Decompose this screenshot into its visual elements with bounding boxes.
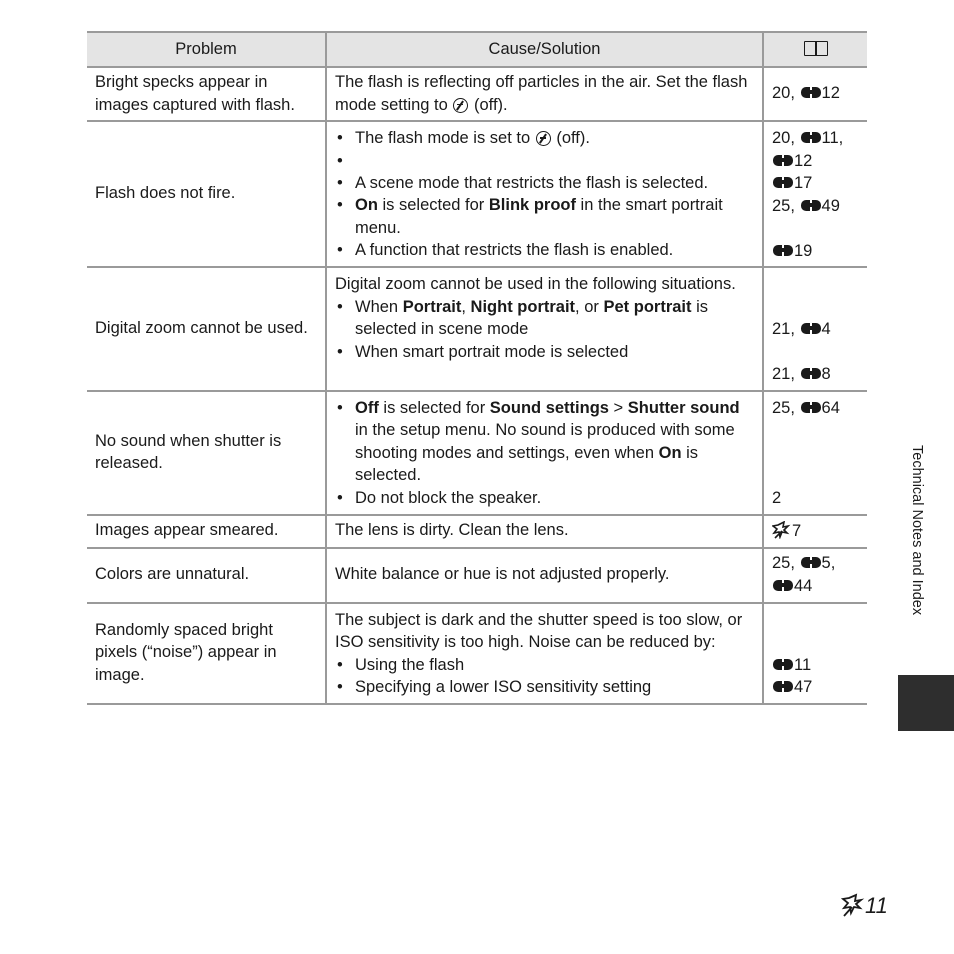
table-row: [87, 67, 867, 121]
bullet-text: is selected.: [355, 443, 699, 484]
bullet-item: • A function that restricts the flash is enabled.: [335, 239, 754, 262]
reference-section-icon: [801, 131, 821, 144]
bullet-text: is selected in scene mode: [355, 297, 708, 338]
ref-text: 17: [794, 174, 813, 192]
bold-term: Night portrait: [470, 297, 576, 316]
problem-cell: Digital zoom cannot be used.: [87, 267, 326, 391]
solution-intro: Digital zoom cannot be used in the following situations.: [335, 275, 736, 293]
bullet-item: [335, 397, 754, 487]
table-row: [87, 548, 867, 603]
ref-text: 25,: [772, 196, 800, 215]
problem-cell: Flash does not fire.: [87, 121, 326, 267]
reference-section-icon: [801, 322, 821, 335]
problem-cell: Randomly spaced bright pixels (“noise”) appear in image.: [87, 603, 326, 704]
ref-text: 7: [792, 521, 802, 540]
header-problem: Problem: [87, 32, 326, 67]
reference-section-icon: [773, 154, 793, 167]
bold-term: On: [355, 196, 378, 214]
ref-spacer: [772, 609, 859, 632]
ref-text: 25,: [772, 398, 800, 417]
bullet-item: • Do not block the speaker.: [335, 487, 754, 510]
bullet-item: • A scene mode that restricts the flash is selected.: [335, 172, 754, 195]
ref-text: 49: [821, 196, 840, 215]
flash-off-icon: [536, 131, 551, 146]
bullet-text: is selected for: [378, 398, 490, 417]
bold-term: Pet portrait: [603, 297, 692, 316]
ref-line: [772, 654, 859, 677]
ref-text: 8: [821, 365, 831, 383]
reference-section-icon: [773, 176, 793, 189]
table-row: [87, 603, 867, 704]
ref-line: [772, 150, 859, 173]
ref-line: [772, 195, 859, 218]
technical-notes-icon: [772, 519, 792, 542]
problem-cell: No sound when shutter is released.: [87, 391, 326, 515]
bold-term: Shutter sound: [627, 398, 740, 417]
ref-text: 19: [794, 241, 813, 260]
ref-spacer: [772, 442, 859, 465]
bullet-item: [335, 194, 754, 239]
ref-text: 64: [821, 398, 840, 417]
ref-line: 2: [772, 488, 782, 507]
solution-intro: The subject is dark and the shutter speed is too slow, or ISO sensitivity is too high. Noise can be reduced by:: [335, 610, 743, 651]
solution-cell: The lens is dirty. Clean the lens.: [326, 515, 763, 548]
ref-line: [772, 240, 859, 263]
ref-spacer: [772, 273, 859, 296]
bullet-text: in the smart portrait menu.: [355, 196, 723, 237]
reference-cell: [763, 67, 867, 121]
bold-term: Sound settings: [489, 398, 609, 417]
bullet-item: [335, 127, 754, 150]
ref-text: 11,: [821, 129, 844, 147]
ref-spacer: [772, 341, 859, 364]
solution-cell: [326, 603, 763, 704]
ref-line: [772, 552, 859, 575]
bullet-text: (off).: [551, 129, 590, 147]
bullet-text: >: [608, 398, 628, 417]
ref-text: 12: [794, 151, 813, 170]
solution-cell: [326, 267, 763, 391]
bullet-text: When: [355, 297, 403, 316]
reference-cell: [763, 121, 867, 267]
problem-cell: Images appear smeared.: [87, 515, 326, 548]
bullet-text: is selected for: [377, 196, 489, 214]
side-section-label-text: Technical Notes and Index: [909, 445, 925, 616]
ref-text: 11: [794, 655, 812, 674]
ref-line: [772, 318, 859, 341]
side-section-label: [905, 445, 927, 660]
bold-term: Portrait: [402, 297, 462, 316]
ref-spacer: [772, 217, 859, 240]
bullet-text: , or: [575, 297, 604, 316]
ref-text: 12: [821, 84, 840, 103]
ref-text: 25,: [772, 554, 800, 572]
ref-spacer: [772, 296, 859, 319]
bold-term: Blink proof: [488, 196, 576, 214]
reference-section-icon: [801, 556, 821, 569]
ref-text: 21,: [772, 320, 800, 338]
ref-text: 21,: [772, 365, 800, 383]
table-row: [87, 121, 867, 267]
solution-text: (off).: [469, 95, 508, 114]
solution-cell: [326, 67, 763, 121]
solution-cell: [326, 391, 763, 515]
table-header-row: [87, 32, 867, 67]
reference-section-icon: [801, 199, 821, 212]
ref-text: 4: [821, 320, 831, 338]
ref-line: [772, 676, 859, 699]
ref-text: 20,: [772, 84, 800, 103]
flash-off-icon: [453, 98, 468, 113]
problem-cell: Bright specks appear in images captured with flash.: [87, 67, 326, 121]
solution-cell: White balance or hue is not adjusted properly.: [326, 548, 763, 603]
bold-term: Off: [355, 398, 379, 417]
bullet-item: • When smart portrait mode is selected: [335, 341, 754, 364]
reference-section-icon: [773, 658, 793, 671]
reference-section-icon: [801, 86, 821, 99]
book-icon: [804, 41, 828, 56]
ref-line: [772, 172, 859, 195]
table-row: [87, 267, 867, 391]
reference-cell: [763, 548, 867, 603]
solution-text: The flash is reflecting off particles in the air. Set the flash mode setting to: [335, 73, 748, 114]
bullet-text: ,: [461, 297, 471, 316]
page-number-text: 11: [865, 893, 888, 918]
table-row: [87, 391, 867, 515]
reference-cell: [763, 391, 867, 515]
ref-spacer: [772, 631, 859, 654]
reference-section-icon: [773, 244, 793, 257]
side-section-tab: [898, 675, 954, 731]
bullet-item: [335, 296, 754, 341]
reference-cell: [763, 515, 867, 548]
reference-section-icon: [801, 367, 821, 380]
bullet-item: • Specifying a lower ISO sensitivity setting: [335, 676, 754, 699]
header-reference: [763, 32, 867, 67]
ref-text: 20,: [772, 129, 800, 147]
ref-text: 44: [794, 576, 813, 595]
reference-section-icon: [773, 579, 793, 592]
ref-text: 5,: [821, 554, 836, 572]
page-number: [841, 893, 888, 919]
bullet-text: The flash mode is set to: [355, 129, 535, 147]
bold-term: On: [658, 443, 682, 462]
ref-text: 47: [794, 678, 813, 696]
reference-section-icon: [773, 680, 793, 693]
reference-cell: [763, 603, 867, 704]
problem-cell: Colors are unnatural.: [87, 548, 326, 603]
troubleshooting-table: [87, 31, 867, 705]
ref-line: [772, 397, 859, 420]
bullet-text: in the setup menu. No sound is produced with some shooting modes and settings, even when: [355, 421, 735, 462]
reference-section-icon: [801, 401, 821, 414]
technical-notes-icon: [841, 893, 865, 917]
ref-spacer: [772, 464, 859, 487]
ref-line: [772, 575, 859, 598]
header-cause-solution: Cause/Solution: [326, 32, 763, 67]
spacer: [335, 150, 754, 172]
ref-line: [772, 127, 859, 150]
reference-cell: [763, 267, 867, 391]
ref-line: [772, 363, 859, 386]
table-row: [87, 515, 867, 548]
bullet-item: • Using the flash: [335, 654, 754, 677]
solution-cell: [326, 121, 763, 267]
ref-spacer: [772, 419, 859, 442]
